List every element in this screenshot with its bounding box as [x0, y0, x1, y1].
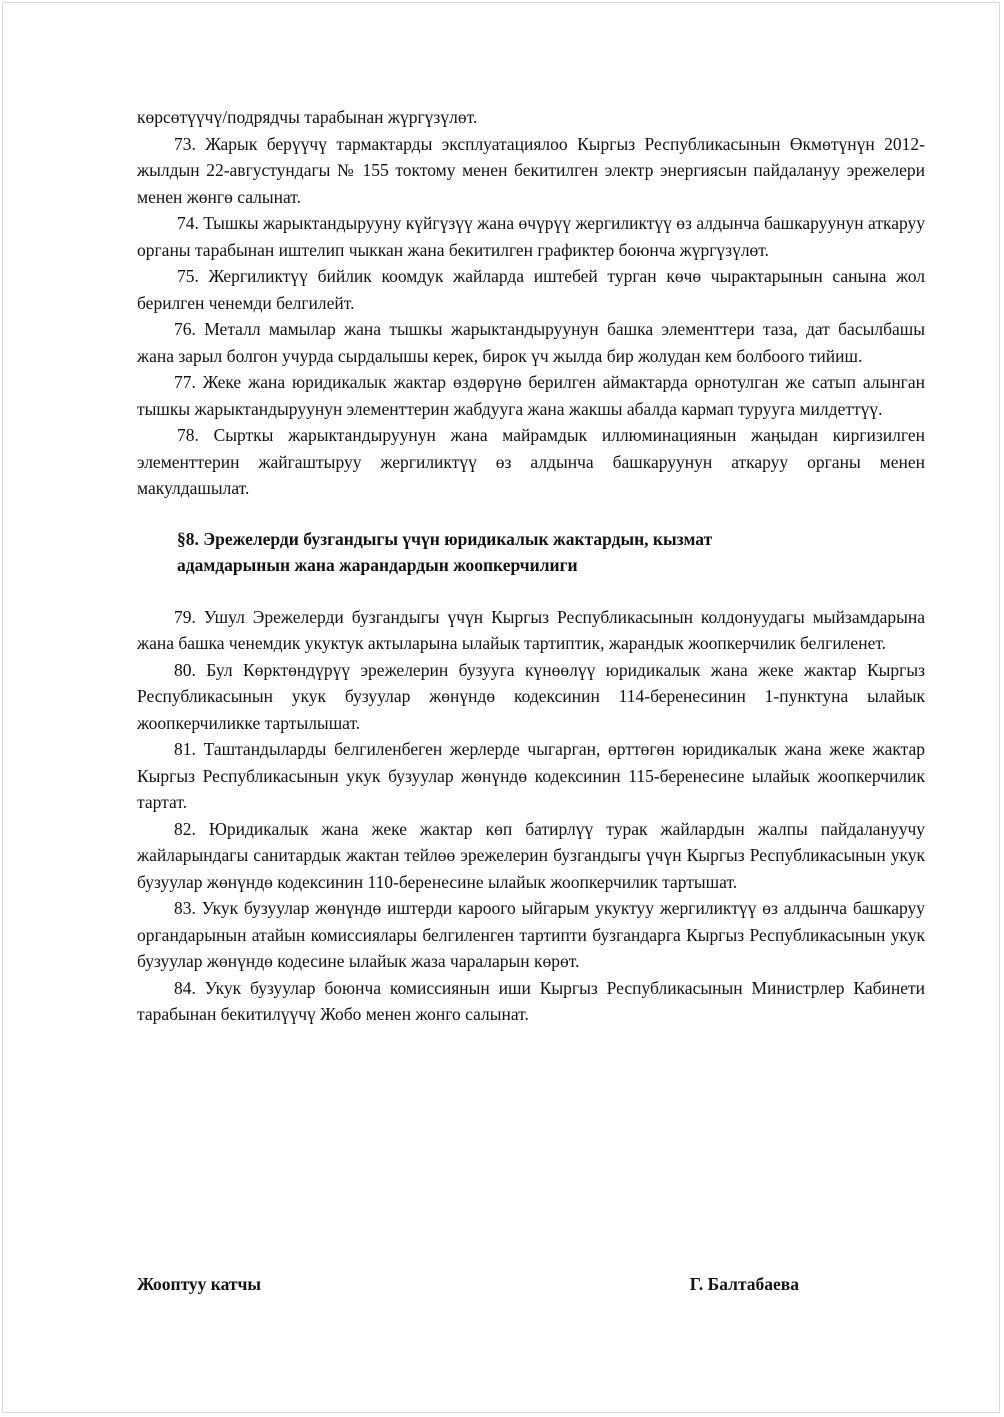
paragraph-83: 83. Укук бузуулар жөнүндө иштерди кароого ыйгарым укуктуу жергиликтүү өз алдынча башкаруу органдарынын атайын комиссиялары белгиленген тартипти бузгандарга Кыргыз Республикасынын укук бузуулар жөнүндө кодесине ылайык жаза чараларын көрөт.: [137, 898, 925, 971]
paragraph-80: 80. Бул Көрктөндүрүү эрежелерин бузууга күнөөлүү юридикалык жана жеке жактар Кыргыз Республикасынын укук бузуулар жөнүндө кодексинин 114-беренесинин 1-пунктуна ылайык жоопкерчиликке тартылышат.: [137, 659, 925, 733]
document-page: [2, 2, 1000, 1413]
document-body: [137, 104, 925, 1028]
paragraph-75: 75. Жергиликтүү бийлик коомдук жайларда иштебей турган көчө чырактарынын санына жол берилген ченемди белгилейт.: [137, 266, 925, 313]
paragraph-76: 76. Металл мамылар жана тышкы жарыктандыруунун башка элементтери таза, дат басылбашы жана зарыл болгон учурда сырдалышы керек, бирок үч жылда бир жолудан кем болбоого тийиш.: [137, 319, 925, 366]
paragraph-84: 84. Укук бузуулар боюнча комиссиянын иши Кыргыз Республикасынын Министрлер Кабинети тарабынан бекитилүүчү Жобо менен жонго салынат.: [137, 977, 925, 1024]
section-heading-line-2: адамдарынын жана жарандардын жоопкерчилиги: [177, 555, 578, 575]
paragraph-74: 74. Тышкы жарыктандырууну күйгүзүү жана өчүрүү жергиликтүү өз алдынча башкаруунун аткаруу органы тарабынан иштелип чыккан жана бекитилген графиктер боюнча жүргүзүлөт.: [137, 213, 925, 260]
paragraph-79: 79. Ушул Эрежелерди бузгандыгы үчүн Кыргыз Республикасынын колдонуудагы мыйзамдарына жана башка ченемдик укуктук актыларына ылайык тартиптик, жарандык жоопкерчилик белгиленет.: [137, 606, 925, 653]
paragraph-77: 77. Жеке жана юридикалык жактар өздөрүнө берилген аймактарда орнотулган же сатып алынган тышкы жарыктандыруунун элементтерин жабдууга жана жакшы абалда кармап турууга милдеттүү.: [137, 372, 925, 419]
signature-title: Жооптуу катчы: [137, 1274, 262, 1294]
paragraph-82: 82. Юридикалык жана жеке жактар көп батирлүү турак жайлардын жалпы пайдалануучу жайларындагы санитардык жактан тейлөө эрежелерин бузгандыгы үчүн Кыргыз Республикасынын укук бузуулар жөнүндө кодексинин 110-беренесине ылайык жоопкерчилик тартышат.: [137, 818, 925, 892]
section-heading-line-1: §8. Эрежелерди бузгандыгы үчүн юридикалык жактардын, кызмат: [177, 528, 713, 549]
paragraph-78: 78. Сырткы жарыктандыруунун жана майрамдык иллюминациянын жаңыдан киргизилген элементтерин жайгаштыруу жергиликтүү өз алдынча башкаруунун аткаруу органы менен макулдашылат.: [137, 425, 925, 498]
section-heading: [137, 526, 925, 579]
paragraph-81: 81. Таштандыларды белгиленбеген жерлерде чыгарган, өрттөгөн юридикалык жана жеке жактар Кыргыз Республикасынын укук бузуулар жөнүндө кодексинин 115-беренесине ылайык жоопкерчилик тартат.: [137, 739, 925, 812]
paragraph-73: 73. Жарык берүүчү тармактарды эксплуатациялоо Кыргыз Республикасынын Өкмөтүнүн 2012-жылдын 22-августундагы № 155 токтому менен бекитилген электр энергиясын пайдалануу эрежелери менен жөнгө салынат.: [137, 133, 925, 207]
continuation-text: көрсөтүүчү/подрядчы тарабынан жүргүзүлөт.: [137, 107, 478, 127]
signature-name: Г. Балтабаева: [689, 1274, 799, 1294]
signature-block: [137, 1274, 799, 1295]
